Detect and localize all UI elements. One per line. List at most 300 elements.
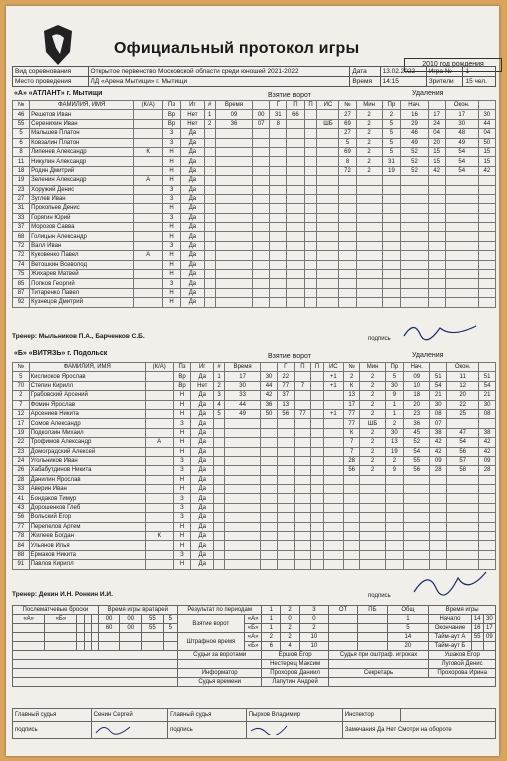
penalty-cell: 2 [360, 409, 385, 418]
goal-cell [253, 157, 270, 166]
referee-2-name: Пырхов Владимир [246, 709, 342, 722]
penalty-cell [428, 270, 445, 279]
goal-cell [214, 494, 225, 503]
roster-header-cell [253, 101, 270, 110]
player-played: Да [181, 213, 204, 222]
goal-judge-1: Ершов Егор [262, 651, 328, 660]
player-played: Да [181, 157, 204, 166]
penalty-cell [478, 298, 495, 307]
penalty-cell [343, 485, 360, 494]
goal-cell [311, 494, 324, 503]
goal-cell [204, 232, 215, 241]
player-row [13, 279, 496, 288]
timeout-a-sec: 09 [483, 633, 495, 642]
goal-cell [304, 241, 317, 250]
penalty-cell: 54 [447, 438, 479, 447]
player-name: Зуглев Иван [30, 194, 134, 203]
goal-cell: 56 [277, 409, 294, 418]
penalty-cell: ШБ [360, 419, 385, 428]
player-played: Нет [191, 381, 214, 390]
player-name: Кузнецов Дмитрий [30, 298, 134, 307]
player-number: 19 [13, 176, 30, 185]
player-number: 6 [13, 138, 30, 147]
player-row [13, 166, 496, 175]
player-position: Вр [173, 381, 191, 390]
penalty-cell [401, 223, 428, 232]
goal-cell [311, 400, 324, 409]
penalty-cell: 42 [479, 447, 496, 456]
goal-cell [294, 428, 311, 437]
player-row [13, 522, 496, 531]
penalty-cell [356, 194, 382, 203]
penalty-cell [356, 232, 382, 241]
player-position: Н [173, 391, 191, 400]
goal-cell [215, 185, 252, 194]
penalty-cell [430, 532, 447, 541]
player-position: З [162, 241, 180, 250]
player-role [134, 232, 163, 241]
goal-cell [294, 503, 311, 512]
penalty-cell: 47 [447, 428, 479, 437]
goals-a-p3: 0 [299, 615, 328, 624]
goal-cell [311, 381, 324, 390]
goal-cell [277, 503, 294, 512]
goal-cell: 36 [215, 119, 252, 128]
penalty-cell [401, 232, 428, 241]
player-played: Да [181, 166, 204, 175]
penalty-cell: 24 [428, 119, 445, 128]
goal-cell [215, 241, 252, 250]
goal-cell [225, 447, 261, 456]
player-position: З [162, 194, 180, 203]
goal-cell [304, 185, 317, 194]
penalty-cell [447, 475, 479, 484]
penalty-cell [430, 541, 447, 550]
player-name: Ковзалин Платон [30, 138, 134, 147]
goal-judges-label: Судьи за воротами [177, 651, 262, 660]
penalty-cell [445, 298, 478, 307]
goal-cell [204, 157, 215, 166]
player-name: Серенихин Иван [30, 119, 134, 128]
inspector-value [401, 709, 496, 722]
goal-cell [294, 532, 311, 541]
goal-cell [323, 485, 343, 494]
penalty-cell: 42 [478, 166, 495, 175]
player-name: Ветошкин Всеволод [30, 260, 134, 269]
penalty-cell [356, 223, 382, 232]
penalty-cell [382, 176, 401, 185]
penalty-cell [479, 494, 496, 503]
player-role [134, 288, 163, 297]
penalty-cell: 1 [385, 409, 403, 418]
goal-cell [253, 129, 270, 138]
player-position: Н [162, 288, 180, 297]
player-name: Перепелов Артем [29, 522, 145, 531]
goal-cell [204, 298, 215, 307]
penalty-cell: 2 [356, 157, 382, 166]
goal-cell [277, 550, 294, 559]
player-played: Да [191, 466, 214, 475]
secretary-value: Прохорова Ирина [429, 669, 496, 678]
goal-cell [294, 550, 311, 559]
goal-cell [304, 223, 317, 232]
player-row [13, 223, 496, 232]
penalty-cell [428, 241, 445, 250]
penalty-cell [343, 503, 360, 512]
player-played: Да [191, 400, 214, 409]
player-number: 84 [13, 541, 30, 550]
goal-cell [277, 466, 294, 475]
penalty-cell [339, 232, 356, 241]
penalty-cell [428, 232, 445, 241]
penalty-cell [478, 288, 495, 297]
player-played: Да [191, 447, 214, 456]
goal-cell [214, 513, 225, 522]
player-name: Валл Иван [30, 241, 134, 250]
goal-cell [253, 194, 270, 203]
penalty-cell [382, 288, 401, 297]
penalty-cell: 36 [404, 419, 430, 428]
game-number-value: 1 [463, 67, 496, 77]
penalty-cell: К [343, 428, 360, 437]
goal-cell [311, 475, 324, 484]
referee-2-sign-label: подпись [168, 722, 247, 739]
goal-cell [277, 522, 294, 531]
goal-cell [270, 166, 287, 175]
penalty-cell: 08 [430, 409, 447, 418]
goal-cell [304, 157, 317, 166]
player-name: Липенев Александр [30, 147, 134, 156]
penalty-cell [339, 241, 356, 250]
goal-cell [261, 456, 278, 465]
goal-cell [214, 485, 225, 494]
penalty-cell [479, 541, 496, 550]
player-name: Грабовский Арсений [29, 391, 145, 400]
start-hour: 14 [471, 615, 483, 624]
penalty-cell: 2 [356, 147, 382, 156]
goal-cell [215, 270, 252, 279]
roster-header-cell: Г [277, 363, 294, 372]
player-number: 78 [13, 532, 30, 541]
penalty-cell: 69 [339, 119, 356, 128]
goal-cell [215, 138, 252, 147]
goal-cell: 1 [204, 110, 215, 119]
goal-cell [253, 223, 270, 232]
periods-head: Результат по периодам [177, 606, 262, 615]
goal-cell: +1 [323, 372, 343, 381]
goal-cell [204, 213, 215, 222]
penalty-cell [360, 532, 385, 541]
player-row [13, 438, 496, 447]
goal-cell [317, 194, 339, 203]
goal-cell [214, 475, 225, 484]
goal-cell [225, 438, 261, 447]
penalty-cell [428, 279, 445, 288]
goal-cell [317, 110, 339, 119]
goal-cell [294, 466, 311, 475]
goal-cell: 00 [253, 110, 270, 119]
penalty-cell: 17 [445, 110, 478, 119]
goal-cell [294, 419, 311, 428]
player-role [145, 409, 173, 418]
start-min: 30 [483, 615, 495, 624]
goal-cell [317, 270, 339, 279]
player-position: З [173, 466, 191, 475]
spectators-value: 15 чел. [463, 77, 496, 87]
goal-cell [304, 279, 317, 288]
penalty-cell: 2 [356, 138, 382, 147]
penalty-cell: 1 [385, 400, 403, 409]
date-value: 13.02.2022 [380, 67, 426, 77]
player-played: Да [181, 223, 204, 232]
penalty-cell: 54 [445, 147, 478, 156]
player-position: З [162, 279, 180, 288]
penalty-cell: 15 [478, 147, 495, 156]
player-number: 26 [13, 466, 30, 475]
venue-value: ЛД «Арена Мытищи» г. Мытищи [88, 77, 350, 87]
penalty-cell [382, 251, 401, 260]
penalty-cell [401, 194, 428, 203]
player-row [13, 298, 496, 307]
goal-cell [270, 204, 287, 213]
goal-cell [215, 279, 252, 288]
goal-cell [311, 485, 324, 494]
penalty-cell [479, 503, 496, 512]
player-row [13, 157, 496, 166]
goal-cell [317, 241, 339, 250]
penalty-cell [445, 232, 478, 241]
goal-cell [225, 419, 261, 428]
player-role [134, 241, 163, 250]
penalty-cell [428, 260, 445, 269]
penalty-cell [428, 223, 445, 232]
goal-cell [270, 138, 287, 147]
goal-cell [311, 560, 324, 569]
goal-cell: 31 [270, 110, 287, 119]
player-row [13, 428, 496, 437]
penalty-cell [447, 522, 479, 531]
goals-a-label: «А» [244, 615, 262, 624]
penalty-cell: 8 [339, 157, 356, 166]
penalty-cell [356, 298, 382, 307]
penalty-cell: 2 [360, 447, 385, 456]
penalty-cell [404, 513, 430, 522]
referee-1-sign-label: подпись [13, 722, 92, 739]
penalty-cell [447, 541, 479, 550]
player-row [13, 494, 496, 503]
goal-cell [311, 438, 324, 447]
timekeeper-value: Лапутин Андрей [262, 678, 328, 687]
player-position: З [173, 494, 191, 503]
player-number: 55 [13, 119, 30, 128]
player-row [13, 372, 496, 381]
player-row [13, 185, 496, 194]
player-position: З [173, 419, 191, 428]
goal-cell [261, 447, 278, 456]
penalty-cell [382, 298, 401, 307]
total-head: Общ [387, 606, 429, 615]
penalty-cell: 77 [343, 409, 360, 418]
player-position: Вр [173, 372, 191, 381]
penalty-cell [445, 288, 478, 297]
player-name: Попков Георгий [30, 279, 134, 288]
gk-b-num1: 55 [142, 624, 164, 633]
goal-cell [215, 251, 252, 260]
goal-cell [294, 494, 311, 503]
gk-a-num1: 55 [142, 615, 164, 624]
goal-cell [270, 194, 287, 203]
goal-cell [323, 466, 343, 475]
player-position: Н [162, 232, 180, 241]
referee-1-signature-icon [94, 723, 134, 735]
penalty-cell: 5 [385, 372, 403, 381]
goal-cell [304, 129, 317, 138]
roster-header-cell: Нач. [401, 101, 428, 110]
goal-cell [287, 119, 304, 128]
team-a-penalties-head: Удаления [412, 90, 444, 97]
gk-a-num2: 5 [163, 615, 177, 624]
throws-a-head: «А» [13, 615, 45, 624]
player-role: А [145, 438, 173, 447]
penalty-cell: 30 [445, 119, 478, 128]
pim-b-label: «Б» [244, 642, 262, 651]
player-played: Да [191, 409, 214, 418]
player-role [145, 400, 173, 409]
player-number: 33 [13, 485, 30, 494]
penalty-cell: 5 [382, 138, 401, 147]
gk-b-sec: 00 [120, 624, 142, 633]
roster-header-cell: ИС [323, 363, 343, 372]
goal-cell [323, 541, 343, 550]
player-name: Дорошенков Глеб [29, 503, 145, 512]
roster-header-cell: П [287, 101, 304, 110]
player-position: Н [162, 176, 180, 185]
goal-cell [294, 513, 311, 522]
penalty-cell: 56 [447, 447, 479, 456]
summary-table [12, 605, 496, 687]
penalty-cell: 08 [479, 409, 496, 418]
player-position: Н [173, 428, 191, 437]
referee-1-signature [91, 722, 167, 739]
goal-cell [253, 241, 270, 250]
goal-cell [270, 241, 287, 250]
goal-cell [215, 129, 252, 138]
penalty-cell [479, 485, 496, 494]
player-played: Да [181, 194, 204, 203]
pim-a-total: 14 [387, 633, 429, 642]
player-position: Н [162, 166, 180, 175]
roster-header-cell [479, 363, 496, 372]
date-label: Дата [350, 67, 380, 77]
player-role [145, 447, 173, 456]
player-row [13, 176, 496, 185]
player-played: Да [191, 541, 214, 550]
penalty-cell [360, 513, 385, 522]
player-played: Да [181, 129, 204, 138]
penalty-cell [385, 560, 403, 569]
goal-cell [311, 466, 324, 475]
player-row [13, 251, 496, 260]
goal-cell [261, 485, 278, 494]
roster-header-cell: ИС [317, 101, 339, 110]
goal-cell [214, 522, 225, 531]
goal-cell [311, 513, 324, 522]
player-number: 72 [13, 251, 30, 260]
penalty-cell [430, 550, 447, 559]
player-row [13, 447, 496, 456]
competition-value: Открытое первенство Московской области среди юношей 2021-2022 [88, 67, 350, 77]
penalty-cell [478, 176, 495, 185]
pim-a-p3: 10 [299, 633, 328, 642]
start-label: Начало [429, 615, 471, 624]
penalty-cell [479, 419, 496, 428]
player-role [134, 223, 163, 232]
penalty-cell: 5 [382, 147, 401, 156]
penalty-cell [385, 541, 403, 550]
goal-cell [261, 419, 278, 428]
player-row [13, 485, 496, 494]
player-position: Вр [162, 119, 180, 128]
penalty-cell: 54 [445, 157, 478, 166]
venue-label: Место проведения [13, 77, 89, 87]
penalty-cell: 15 [428, 157, 445, 166]
goal-cell [215, 260, 252, 269]
goal-cell [261, 532, 278, 541]
penalty-cell: 49 [445, 138, 478, 147]
penalty-cell [447, 513, 479, 522]
goal-cell: 44 [261, 381, 278, 390]
overtime-head: ОТ [328, 606, 358, 615]
player-role [134, 129, 163, 138]
player-row [13, 466, 496, 475]
goal-cell [204, 288, 215, 297]
goal-cell [270, 232, 287, 241]
goalie-time-head: Время игры вратарей [98, 606, 177, 615]
goal-cell: 30 [225, 381, 261, 390]
penalty-cell: 2 [360, 456, 385, 465]
player-played: Да [181, 232, 204, 241]
goal-cell [317, 298, 339, 307]
goal-cell [277, 485, 294, 494]
penalty-cell [343, 494, 360, 503]
penalty-cell: 56 [404, 466, 430, 475]
penalty-cell [478, 213, 495, 222]
player-position: Н [173, 409, 191, 418]
goal-cell: ШБ [317, 119, 339, 128]
informer-label: Информатор [177, 669, 262, 678]
goal-cell [214, 466, 225, 475]
goal-cell [215, 288, 252, 297]
penalty-cell: 51 [430, 372, 447, 381]
player-row [13, 288, 496, 297]
goal-cell [317, 166, 339, 175]
roster-header-cell: Время [215, 101, 252, 110]
penalty-cell: 13 [343, 391, 360, 400]
penalty-cell: 5 [339, 138, 356, 147]
player-role [145, 456, 173, 465]
penalty-cell [430, 522, 447, 531]
roster-header-cell: # [214, 363, 225, 372]
roster-header-cell: Окон. [445, 101, 478, 110]
goal-cell [270, 298, 287, 307]
goal-cell [215, 204, 252, 213]
penalty-cell [343, 560, 360, 569]
goal-cell [317, 157, 339, 166]
penalty-cell [428, 194, 445, 203]
roster-header-cell: ФАМИЛИЯ, ИМЯ [30, 101, 134, 110]
remarks-box: Замечания Да Нет Смотри на обороте [342, 722, 495, 739]
goal-cell: 3 [214, 391, 225, 400]
